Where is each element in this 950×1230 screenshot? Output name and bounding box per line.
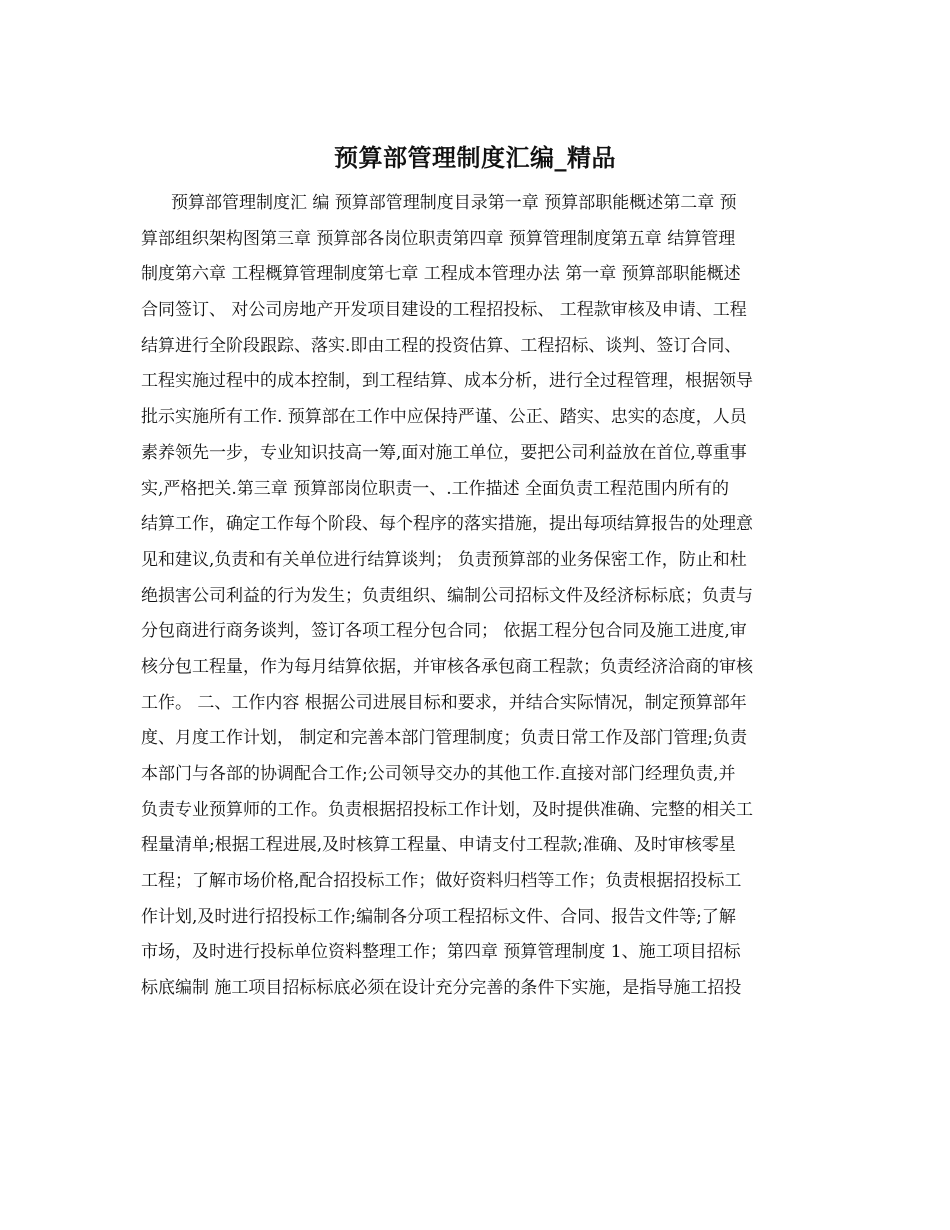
body-line: 实,严格把关.第三章 预算部岗位职责一、.工作描述 全面负责工程范围内所有的: [141, 478, 730, 499]
body-line: 核分包工程量，作为每月结算依据，并审核各承包商工程款；负责经济洽商的审核: [141, 656, 753, 677]
body-line: 素养领先一步，专业知识技高一筹,面对施工单位，要把公司利益放在首位,尊重事: [141, 442, 747, 463]
body-line: 作计划,及时进行招投标工作;编制各分项工程招标文件、合同、报告文件等;了解: [141, 906, 736, 927]
document-title: 预算部管理制度汇编_精品: [334, 143, 616, 172]
body-line: 标底编制 施工项目招标标底必须在设计充分完善的条件下实施，是指导施工招投: [141, 978, 742, 999]
body-line: 市场，及时进行投标单位资料整理工作；第四章 预算管理制度 1、施工项目招标: [141, 942, 741, 963]
body-line: 算部组织架构图第三章 预算部各岗位职责第四章 预算管理制度第五章 结算管理: [141, 228, 736, 249]
body-line: 预算部管理制度汇 编 预算部管理制度目录第一章 预算部职能概述第二章 预: [171, 193, 737, 213]
body-line: 度、月度工作计划， 制定和完善本部门管理制度；负责日常工作及部门管理;负责: [141, 728, 748, 749]
document-body: [141, 186, 821, 1007]
body-line: 制度第六章 工程概算管理制度第七章 工程成本管理办法 第一章 预算部职能概述: [141, 264, 741, 285]
body-line: 工作。 二、工作内容 根据公司进展目标和要求，并结合实际情况，制定预算部年: [141, 692, 747, 713]
body-line: 见和建议,负责和有关单位进行结算谈判； 负责预算部的业务保密工作，防止和杜: [141, 549, 747, 570]
body-line: 程量清单;根据工程进展,及时核算工程量、申请支付工程款;准确、及时审核零星: [141, 835, 736, 856]
body-line: 结算进行全阶段跟踪、落实.即由工程的投资估算、工程招标、谈判、签订合同、: [141, 335, 742, 356]
body-line: 工程；了解市场价格,配合招投标工作；做好资料归档等工作；负责根据招投标工: [141, 871, 742, 892]
body-line: 工程实施过程中的成本控制，到工程结算、成本分析，进行全过程管理，根据领导: [141, 371, 753, 392]
body-line: 结算工作，确定工作每个阶段、每个程序的落实措施，提出每项结算报告的处理意: [141, 514, 753, 535]
body-line: 绝损害公司利益的行为发生；负责组织、编制公司招标文件及经济标标底；负责与: [141, 585, 753, 606]
body-line: 批示实施所有工作. 预算部在工作中应保持严谨、公正、踏实、忠实的态度，人员: [141, 407, 747, 428]
body-line: 合同签订、 对公司房地产开发项目建设的工程招投标、 工程款审核及申请、工程: [141, 300, 747, 321]
body-line: 负责专业预算师的工作。负责根据招投标工作计划，及时提供准确、完整的相关工: [141, 799, 753, 820]
body-line: 本部门与各部的协调配合工作;公司领导交办的其他工作.直接对部门经理负责,并: [141, 764, 736, 784]
body-line: 分包商进行商务谈判，签订各项工程分包合同； 依据工程分包合同及施工进度,审: [141, 621, 747, 642]
